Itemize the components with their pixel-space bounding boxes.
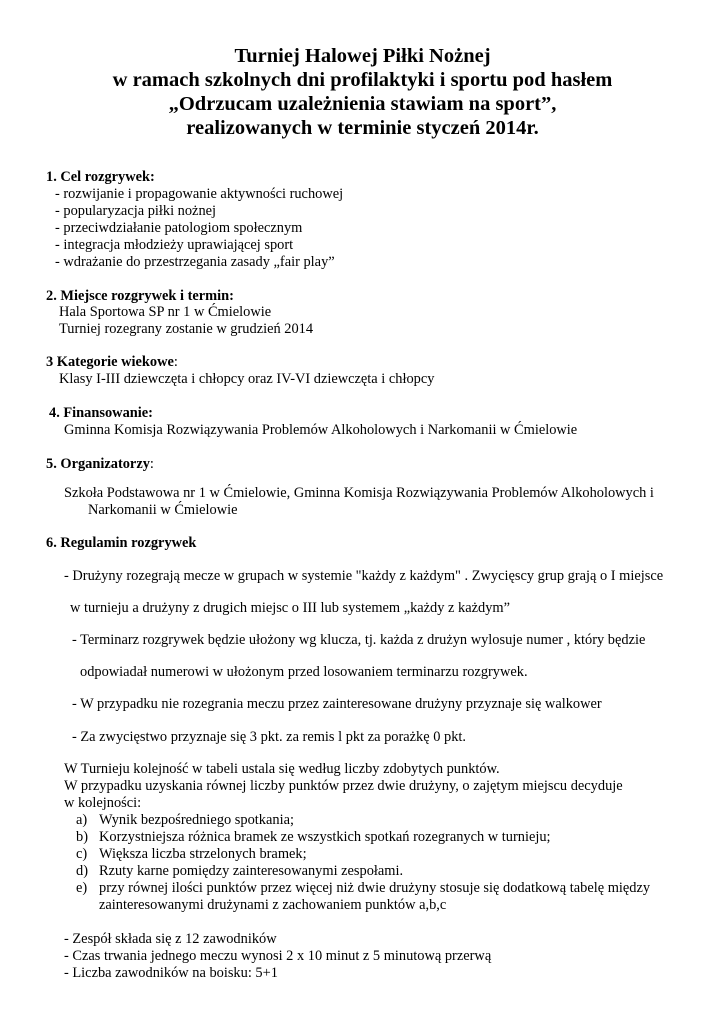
goal-item: - integracja młodzieży uprawiającej sport (55, 237, 294, 253)
financing-line: Gminna Komisja Rozwiązywania Problemów Alkoholowych i Narkomanii w Ćmielowie (64, 422, 578, 438)
section-5-heading-colon: : (149, 456, 154, 472)
ranking-line: W przypadku uzyskania równej liczby punktów przez dwie drużyny, o zajętym miejscu decyduje (64, 778, 623, 794)
criterion-label: b) (76, 829, 88, 845)
goal-item: - popularyzacja piłki nożnej (55, 203, 217, 219)
section-3-heading (46, 354, 178, 371)
section-2-heading: 2. Miejsce rozgrywek i termin: (46, 288, 234, 304)
rule-line: - Drużyny rozegrają mecze w grupach w systemie "każdy z każdym" . Zwycięscy grup grają o I miejsce (64, 568, 664, 584)
closing-line: - Zespół składa się z 12 zawodników (64, 931, 277, 947)
goal-item: - wdrażanie do przestrzegania zasady „fair play” (55, 254, 335, 270)
age-categories-line: Klasy I-III dziewczęta i chłopcy oraz IV-VI dziewczęta i chłopcy (59, 371, 435, 387)
section-5-heading (46, 456, 154, 473)
title-line: Turniej Halowej Piłki Nożnej (234, 45, 491, 67)
organizers-line: Szkoła Podstawowa nr 1 w Ćmielowie, Gminna Komisja Rozwiązywania Problemów Alkoholowych i (64, 485, 654, 501)
closing-line: - Czas trwania jednego meczu wynosi 2 x 10 minut z 5 minutową przerwą (64, 948, 492, 964)
ranking-line: w kolejności: (64, 795, 142, 811)
criterion-text: przy równej ilości punktów przez więcej niż dwie drużyny stosuje się dodatkową tabelę między (99, 880, 651, 896)
criterion-label: d) (76, 863, 88, 879)
title-line: realizowanych w terminie styczeń 2014r. (186, 117, 539, 139)
rule-line: w turnieju a drużyny z drugich miejsc o III lub systemem „każdy z każdym” (70, 600, 510, 616)
rule-line: - Terminarz rozgrywek będzie ułożony wg klucza, tj. każda z drużyn wylosuje numer , który będzie (72, 632, 646, 648)
title-line: w ramach szkolnych dni profilaktyki i sportu pod hasłem (112, 69, 613, 91)
organizers-line: Narkomanii w Ćmielowie (88, 502, 238, 518)
criterion-text: Korzystniejsza różnica bramek ze wszystkich spotkań rozegranych w turnieju; (99, 829, 551, 845)
section-6-heading: 6. Regulamin rozgrywek (46, 535, 197, 551)
section-3-heading-colon: : (173, 354, 178, 370)
date-line: Turniej rozegrany zostanie w grudzień 2014 (59, 321, 314, 337)
ranking-line: W Turnieju kolejność w tabeli ustala się według liczby zdobytych punktów. (64, 761, 500, 777)
section-1-heading: 1. Cel rozgrywek: (46, 169, 155, 185)
rule-line: odpowiadał numerowi w ułożonym przed losowaniem terminarzu rozgrywek. (80, 664, 528, 680)
criterion-continuation: zainteresowanymi drużynami z zachowaniem punktów a,b,c (99, 897, 447, 913)
criterion-label: e) (76, 880, 88, 896)
venue-line: Hala Sportowa SP nr 1 w Ćmielowie (59, 304, 272, 320)
closing-line: - Liczba zawodników na boisku: 5+1 (64, 965, 278, 981)
criterion-text: Większa liczba strzelonych bramek; (99, 846, 307, 862)
criterion-label: a) (76, 812, 88, 828)
criterion-label: c) (76, 846, 88, 862)
title-line: „Odrzucam uzależnienia stawiam na sport”, (168, 93, 557, 115)
section-5-heading-text: 5. Organizatorzy (46, 456, 150, 472)
rule-line: - W przypadku nie rozegrania meczu przez zainteresowane drużyny przyznaje się walkower (72, 696, 602, 712)
section-3-heading-text: 3 Kategorie wiekowe (46, 354, 174, 370)
criterion-text: Rzuty karne pomiędzy zainteresowanymi zespołami. (99, 863, 404, 879)
goal-item: - przeciwdziałanie patologiom społecznym (55, 220, 303, 236)
goal-item: - rozwijanie i propagowanie aktywności ruchowej (55, 186, 344, 202)
criterion-text: Wynik bezpośredniego spotkania; (99, 812, 294, 828)
document-title (0, 44, 725, 140)
section-4-heading: 4. Finansowanie: (49, 405, 153, 421)
rule-line: - Za zwycięstwo przyznaje się 3 pkt. za remis l pkt za porażkę 0 pkt. (72, 729, 466, 745)
